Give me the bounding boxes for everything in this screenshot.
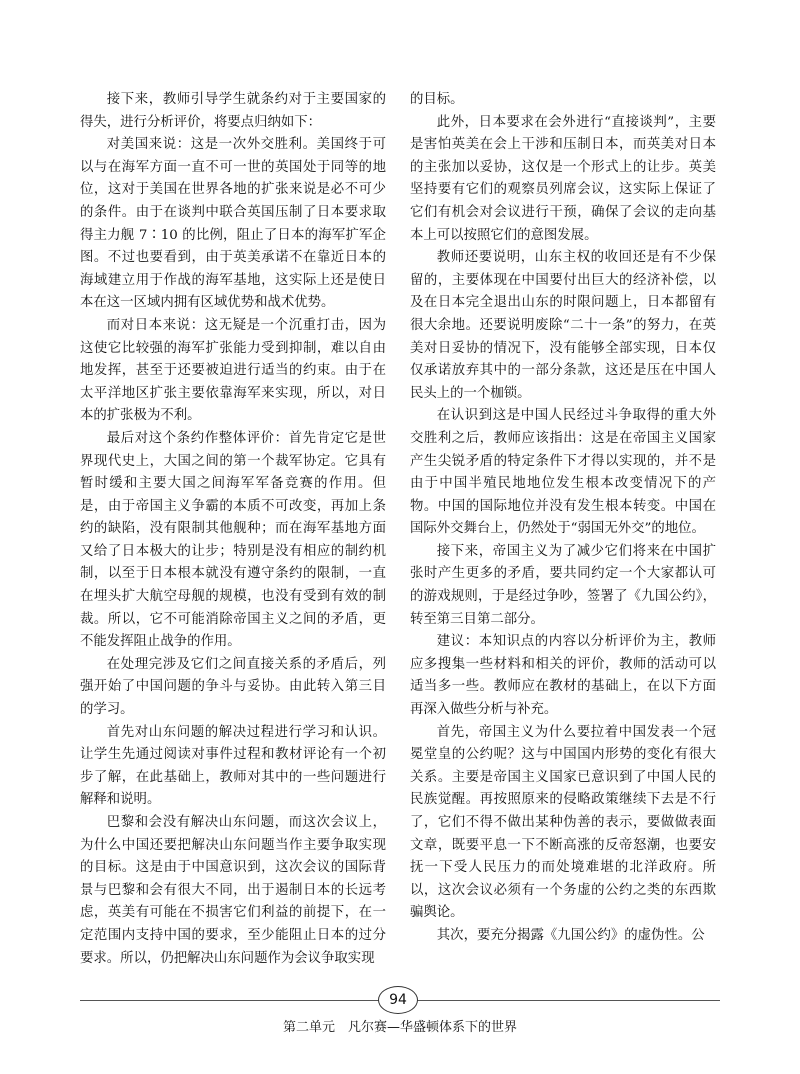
page-number-badge: 94 [378,986,418,1014]
paragraph: 此外，日本要求在会外进行“直接谈判”，主要是害怕英美在会上干涉和压制日本，而英美对日本的主张加以妥协，这仅是一个形式上的让步。英美坚持要有它们的观察员列席会议，这实际上保证了它们有机会对会议进行干预，确保了会议的走向基本上可以按照它们的意图发展。 [410,114,716,243]
paragraph: 建议：本知识点的内容以分析评价为主，教师应多搜集一些材料和相关的评价，教师的活动可以适当多一些。教师应在教材的基础上，在以下方面再深入做些分析与补充。 [410,634,716,718]
paragraph: 其次，要充分揭露《九国公约》的虚伪性。公 [436,927,705,943]
paragraph: 巴黎和会没有解决山东问题，而这次会议上，为什么中国还要把解决山东问题当作主要争取实现的目标。这是由于中国意识到，这次会议的国际背景与巴黎和会有很大不同，出于遏制日本的长远考虑，英美有可能在不损害它们利益的前提下，在一定范围内支持中国的要求，至少能阻止日本的过分要求。所以，仍把解决山东问题作为会议争取实现 [80,815,386,966]
right-column [410,89,716,948]
paragraph: 首先，帝国主义为什么要拉着中国发表一个冠冕堂皇的公约呢？这与中国国内形势的变化有很大关系。主要是帝国主义国家已意识到了中国人民的民族觉醒。再按照原来的侵略政策继续下去是不行了，它们不得不做出某种伪善的表示，要做做表面文章，既要平息一下不断高涨的反帝怒潮，也要安抚一下受人民压力的而处境难堪的北洋政府。所以，这次会议必须有一个务虚的公约之类的东西欺骗舆论。 [410,724,716,921]
paragraph: 在认识到这是中国人民经过斗争取得的重大外交胜利之后，教师应该指出：这是在帝国主义国家产生尖锐矛盾的特定条件下才得以实现的，并不是由于中国半殖民地地位发生根本改变情况下的产物。中国的国际地位并没有发生根本转变。中国在国际外交舞台上，仍然处于“弱国无外交”的地位。 [410,408,716,537]
paragraph: 在处理完涉及它们之间直接关系的矛盾后，列强开始了中国问题的争斗与妥协。由此转入第三目的学习。 [80,656,386,718]
left-column [80,89,386,970]
paragraph: 首先对山东问题的解决过程进行学习和认识。让学生先通过阅读对事件过程和教材评论有一个初步了解，在此基础上，教师对其中的一些问题进行解释和说明。 [80,724,386,808]
paragraph: 接下来，帝国主义为了减少它们将来在中国扩张时产生更多的矛盾，要共同约定一个大家都认可的游戏规则，于是经过争吵，签署了《九国公约》，转至第三目第二部分。 [410,543,716,627]
paragraph: 的目标。 [410,92,464,107]
footer-unit-title: 第二单元 凡尔赛—华盛顿体系下的世界 [282,1020,517,1035]
paragraph: 最后对这个条约作整体评价：首先肯定它是世界现代史上，大国之间的第一个裁军协定。它具有暂时缓和主要大国之间海军军备竞赛的作用。但是，由于帝国主义争霸的本质不可改变，再加上条约的缺陷，没有限制其他舰种；而在海军基地方面又给了日本极大的让步；特别是没有相应的制约机制，以至于日本根本就没有遵守条约的限制，一直在埋头扩大航空母舰的规模，也没有受到有效的制裁。所以，它不可能消除帝国主义之间的矛盾，更不能发挥阻止战争的作用。 [80,430,386,650]
paragraph: 接下来，教师引导学生就条约对于主要国家的得失，进行分析评价，将要点归纳如下： [80,92,386,130]
paragraph: 对美国来说：这是一次外交胜利。美国终于可以与在海军方面一直不可一世的英国处于同等的地位，这对于美国在世界各地的扩张来说是必不可少的条件。由于在谈判中联合英国压制了日本要求取得主力舰 7∶10 的比例，阻止了日本的海军扩军企图。不过也要看到，由于英美承诺不在靠近日本的海域建立用于作战的海军基地，这实际上还是使日本在这一区域内拥有区域优势和战术优势。 [80,137,386,311]
paragraph: 而对日本来说：这无疑是一个沉重打击，因为这使它比较强的海军扩张能力受到抑制，难以自由地发挥，甚至于还要被迫进行适当的约束。由于在太平洋地区扩张主要依靠海军来实现，所以，对日本的扩张极为不利。 [80,317,386,424]
paragraph: 教师还要说明，山东主权的收回还是有不少保留的，主要体现在中国要付出巨大的经济补偿，以及在日本完全退出山东的时限问题上，日本都留有很大余地。还要说明废除“二十一条”的努力，在英美对日妥协的情况下，没有能够全部实现，日本仅仅承诺放弃其中的一部分条款，这还是压在中国人民头上的一个枷锁。 [410,250,716,401]
